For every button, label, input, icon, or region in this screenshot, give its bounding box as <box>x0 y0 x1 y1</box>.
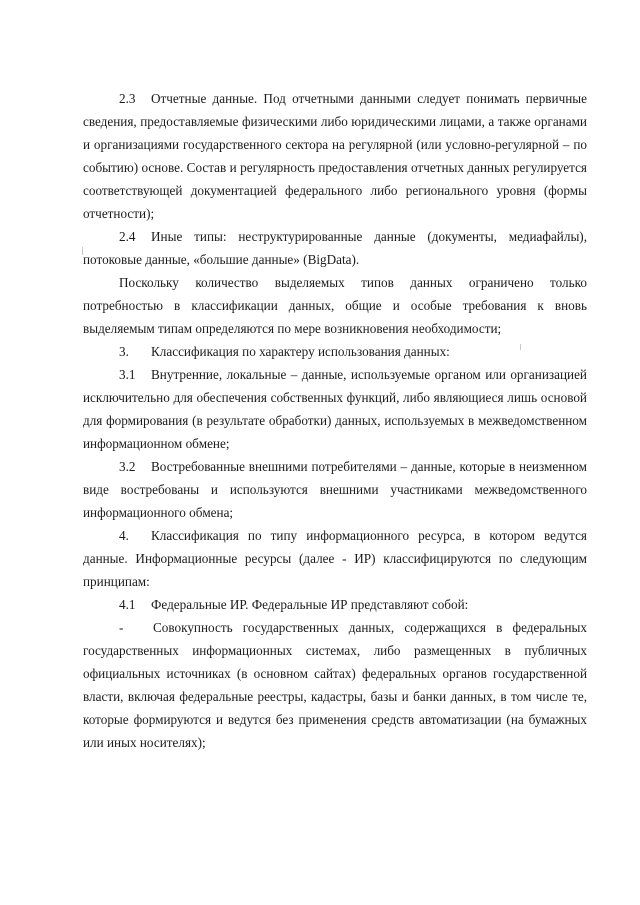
scan-mark <box>520 344 521 350</box>
section-number: 3.2 <box>119 459 136 474</box>
paragraph-dash-item <box>83 616 587 754</box>
paragraph-2-3 <box>83 87 587 225</box>
section-number: 3. <box>119 344 129 359</box>
paragraph-3-2 <box>83 455 587 524</box>
paragraph-text: Отчетные данные. Под отчетными данными следует понимать первичные сведения, предоставляемые физическими либо юридическими лицами, а также органами и организациями государственного сектора на регулярной (или условно-регулярной – по событию) основе. Состав и регулярность предоставления отчетных данных регулируется соответствующей документацией федерального либо регионального уровня (формы отчетности); <box>83 91 587 221</box>
section-number: 2.4 <box>119 229 136 244</box>
paragraph-2-4 <box>83 225 587 271</box>
paragraph-types-note <box>83 271 587 340</box>
list-dash: - <box>119 620 124 635</box>
section-number: 3.1 <box>119 367 136 382</box>
paragraph-text: Классификация по характеру использования данных: <box>151 344 450 359</box>
paragraph-text: Востребованные внешними потребителями – данные, которые в неизменном виде востребованы и используются внешними участниками межведомственного информационного обмена; <box>83 459 587 520</box>
paragraph-text: Классификация по типу информационного ресурса, в котором ведутся данные. Информационные ресурсы (далее - ИР) классифицируются по следующим принципам: <box>83 528 587 589</box>
paragraph-4-1 <box>83 593 587 616</box>
paragraph-text: Совокупность государственных данных, содержащихся в федеральных государственных информационных системах, либо размещенных в публичных официальных источниках (в основном сайтах) федеральных органов государственной власти, включая федеральные реестры, кадастры, базы и банки данных, в том числе те, которые формируются и ведутся без применения средств автоматизации (на бумажных или иных носителях); <box>83 620 587 750</box>
paragraph-text: Внутренние, локальные – данные, используемые органом или организацией исключительно для обеспечения собственных функций, либо являющиеся лишь основой для формирования (в результате обработки) данных, используемых в межведомственном информационном обмене; <box>83 367 587 451</box>
section-number: 2.3 <box>119 91 136 106</box>
paragraph-text: Поскольку количество выделяемых типов данных ограничено только потребностью в классификации данных, общие и особые требования к вновь выделяемым типам определяются по мере возникновения необходимости; <box>83 275 587 336</box>
paragraph-4 <box>83 524 587 593</box>
paragraph-text: Иные типы: неструктурированные данные (документы, медиафайлы), потоковые данные, «большие данные» (BigData). <box>83 229 587 267</box>
paragraph-text: Федеральные ИР. Федеральные ИР представляют собой: <box>151 597 469 612</box>
document-body <box>83 87 587 754</box>
paragraph-3-1 <box>83 363 587 455</box>
section-number: 4. <box>119 528 129 543</box>
section-number: 4.1 <box>119 597 136 612</box>
paragraph-3 <box>83 340 587 363</box>
scan-mark <box>82 247 83 255</box>
